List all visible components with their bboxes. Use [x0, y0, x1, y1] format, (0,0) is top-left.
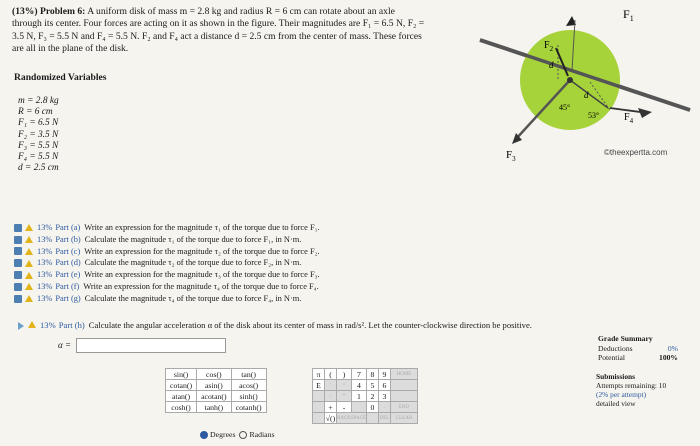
variables-list [18, 96, 59, 174]
problem-statement [12, 6, 452, 56]
part-d-row[interactable] [14, 257, 320, 269]
part-text: Write an expression for the magnitude τ₂ of the torque due to force F₂. [84, 246, 320, 256]
key-blank[interactable] [313, 402, 325, 413]
fn-key[interactable]: tan() [231, 369, 266, 380]
fn-key[interactable]: cos() [197, 369, 232, 380]
part-name: Part (a) [55, 223, 81, 232]
label-angle-53: 53° [588, 111, 600, 120]
key-blank[interactable] [313, 413, 325, 424]
part-name: Part (g) [55, 293, 81, 303]
part-e-row[interactable] [14, 269, 320, 281]
part-b-row[interactable] [14, 234, 320, 246]
watermark: ©theexpertta.com [604, 148, 668, 157]
key-blank[interactable] [313, 391, 325, 402]
key-6[interactable]: 6 [379, 380, 391, 391]
degrees-radio[interactable] [200, 431, 208, 439]
part-c-row[interactable] [14, 246, 320, 258]
part-name: Part (e) [55, 270, 81, 280]
deductions-label: Deductions [598, 343, 633, 353]
part-name: Part (f) [55, 281, 80, 291]
key-sqrt[interactable]: √() [325, 413, 336, 423]
grade-summary [598, 334, 678, 363]
part-name: Part (h) [58, 320, 85, 330]
key-divide[interactable]: / [325, 391, 337, 402]
part-percent: 13% [40, 320, 56, 330]
key-blank[interactable] [367, 413, 379, 424]
problem-line: are all in the plane of the disk. [12, 43, 129, 55]
warning-icon [25, 272, 33, 279]
part-text: Calculate the magnitude τ₁ of the torque due to force F₁, in N·m. [84, 234, 302, 244]
fn-key[interactable]: atan() [166, 391, 197, 402]
key-pi[interactable]: π [313, 369, 325, 380]
part-text: Calculate the magnitude τ₄ of the torque due to force F₄, in N·m. [84, 293, 302, 303]
part-text: Calculate the magnitude τ₂ of the torque due to force F₂, in N·m. [84, 258, 302, 268]
part-percent: 13% [37, 246, 53, 256]
key-dot[interactable]: . [379, 402, 391, 413]
label-d1: d [549, 60, 554, 70]
radians-label: Radians [249, 430, 275, 439]
fn-key[interactable]: tanh() [197, 402, 232, 413]
key-2[interactable]: 2 [367, 391, 379, 402]
part-percent: 13% [37, 293, 53, 303]
label-angle-45: 45° [559, 103, 571, 112]
expand-icon[interactable] [14, 271, 22, 279]
expand-icon[interactable] [14, 224, 22, 232]
label-d2: d [584, 90, 589, 100]
key-e[interactable]: E [313, 380, 325, 391]
warning-icon [25, 295, 33, 302]
key-7[interactable]: 7 [352, 369, 367, 380]
part-name: Part (d) [55, 258, 81, 268]
problem-heading: (13%) Problem 6: [12, 6, 86, 17]
label-f4: $F_4$ [624, 112, 634, 125]
part-text: Write an expression for the magnitude τ₁ of the torque due to force F₁. [84, 223, 320, 232]
part-h-row[interactable] [18, 320, 532, 330]
warning-icon [25, 224, 33, 231]
label-f2: $F_2$ [544, 40, 554, 53]
problem-line: 3.5 N, F₃ = 5.5 N and F₄ = 5.5 N. F₂ and F₄ act a distance d = 2.5 cm from the center of mass. These forces [12, 30, 422, 42]
warning-icon [25, 248, 33, 255]
key-clear[interactable]: CLEAR [391, 413, 418, 424]
submissions-title: Submissions [596, 372, 636, 381]
key-1[interactable]: 1 [352, 391, 367, 402]
fn-key[interactable]: sin() [166, 369, 197, 380]
potential-label: Potential [598, 353, 625, 363]
variable-item: m = 2.8 kg [18, 96, 59, 106]
key-backspace[interactable]: BACKSPACE [337, 413, 367, 424]
answer-label: α = [58, 340, 72, 350]
part-a-row[interactable] [14, 222, 320, 234]
key-4[interactable]: 4 [352, 380, 367, 391]
problem-line: A uniform disk of mass m = 2.8 kg and radius R = 6 cm can rotate about an axle [87, 6, 395, 17]
variable-item: F₄ = 5.5 N [18, 152, 59, 163]
function-keypad [165, 368, 267, 413]
key-8[interactable]: 8 [367, 369, 379, 380]
warning-icon [25, 236, 33, 243]
grade-title: Grade Summary [598, 334, 653, 343]
detailed-view-link[interactable]: detailed view [596, 399, 636, 408]
key-9[interactable]: 9 [379, 369, 391, 380]
key-blank[interactable] [352, 402, 367, 413]
degrees-label: Degrees [210, 430, 236, 439]
part-text: Write an expression for the magnitude τ₃ of the torque due to force F₃. [84, 270, 320, 280]
numeric-keypad [312, 368, 418, 424]
randomized-variables-title: Randomized Variables [14, 72, 107, 83]
warning-icon [28, 321, 36, 328]
fn-key[interactable]: acos() [231, 380, 266, 391]
expand-icon[interactable] [14, 283, 22, 291]
key-5[interactable]: 5 [367, 380, 379, 391]
variable-item: R = 6 cm [18, 107, 53, 118]
part-name: Part (c) [55, 246, 81, 256]
label-f3: $F_3$ [506, 149, 516, 163]
variable-item: F₁ = 6.5 N [18, 118, 59, 129]
key-multiply[interactable]: * [337, 391, 352, 402]
part-percent: 13% [37, 234, 53, 244]
variable-item: F₃ = 5.5 N [18, 140, 59, 151]
submissions-panel [596, 372, 686, 408]
key-0[interactable]: 0 [367, 402, 379, 413]
expand-icon[interactable] [14, 295, 22, 303]
fn-key[interactable]: asin() [197, 380, 232, 391]
penalty-text: (2% per attempt) [596, 390, 647, 399]
key-end[interactable]: END [391, 402, 418, 413]
fn-key[interactable]: cotanh() [231, 402, 266, 413]
key-blank[interactable] [391, 391, 418, 402]
key-blank[interactable] [391, 380, 418, 391]
part-text: Write an expression for the magnitude τ₄ of the torque due to force F₄. [83, 281, 319, 291]
key-plus[interactable]: + [325, 402, 337, 413]
key-home[interactable]: HOME [391, 369, 418, 380]
play-icon [18, 322, 24, 330]
attempts-remaining: Attempts remaining: 10 [596, 381, 667, 390]
part-percent: 13% [37, 270, 53, 280]
part-f-row[interactable] [14, 281, 320, 293]
key-up[interactable]: ↑ [325, 380, 337, 391]
label-f1: $F_1$ [623, 7, 634, 23]
warning-icon [25, 283, 33, 290]
disk-force-figure [460, 0, 700, 170]
key-del[interactable]: DEL [379, 413, 391, 424]
expand-icon[interactable] [14, 247, 22, 255]
fn-key[interactable]: acotan() [197, 391, 232, 402]
fn-key[interactable]: cosh() [166, 402, 197, 413]
radians-radio[interactable] [239, 431, 247, 439]
deductions-value: 0% [667, 343, 678, 353]
variable-item: d = 2.5 cm [18, 163, 59, 174]
variable-item: F₂ = 3.5 N [18, 129, 59, 140]
expand-icon[interactable] [14, 236, 22, 244]
fn-key[interactable]: sinh() [231, 391, 266, 402]
part-name: Part (b) [55, 234, 81, 244]
answer-input[interactable] [76, 338, 226, 353]
expand-icon[interactable] [14, 259, 22, 267]
key-minus[interactable]: - [337, 402, 352, 413]
part-g-row[interactable] [14, 293, 320, 305]
warning-icon [25, 260, 33, 267]
axle [567, 77, 573, 83]
parts-list [14, 222, 320, 305]
part-text: Calculate the angular acceleration α of the disk about its center of mass in rad/s². Let the counter-clockwise direction be positive. [88, 320, 532, 330]
part-percent: 13% [37, 281, 53, 291]
angle-mode [200, 430, 275, 439]
potential-value: 100% [659, 353, 678, 363]
key-open-paren[interactable]: ( [325, 369, 337, 380]
key-3[interactable]: 3 [379, 391, 391, 402]
key-caret[interactable]: ^ [337, 380, 352, 391]
problem-line: through its center. Four forces are acting on it as shown in the figure. Their magnitudes are F₁ = 6.5 N, F₂ = [12, 18, 425, 30]
part-percent: 13% [37, 258, 53, 268]
key-close-paren[interactable]: ) [337, 369, 352, 380]
part-percent: 13% [37, 223, 53, 232]
fn-key[interactable]: cotan() [166, 380, 197, 391]
